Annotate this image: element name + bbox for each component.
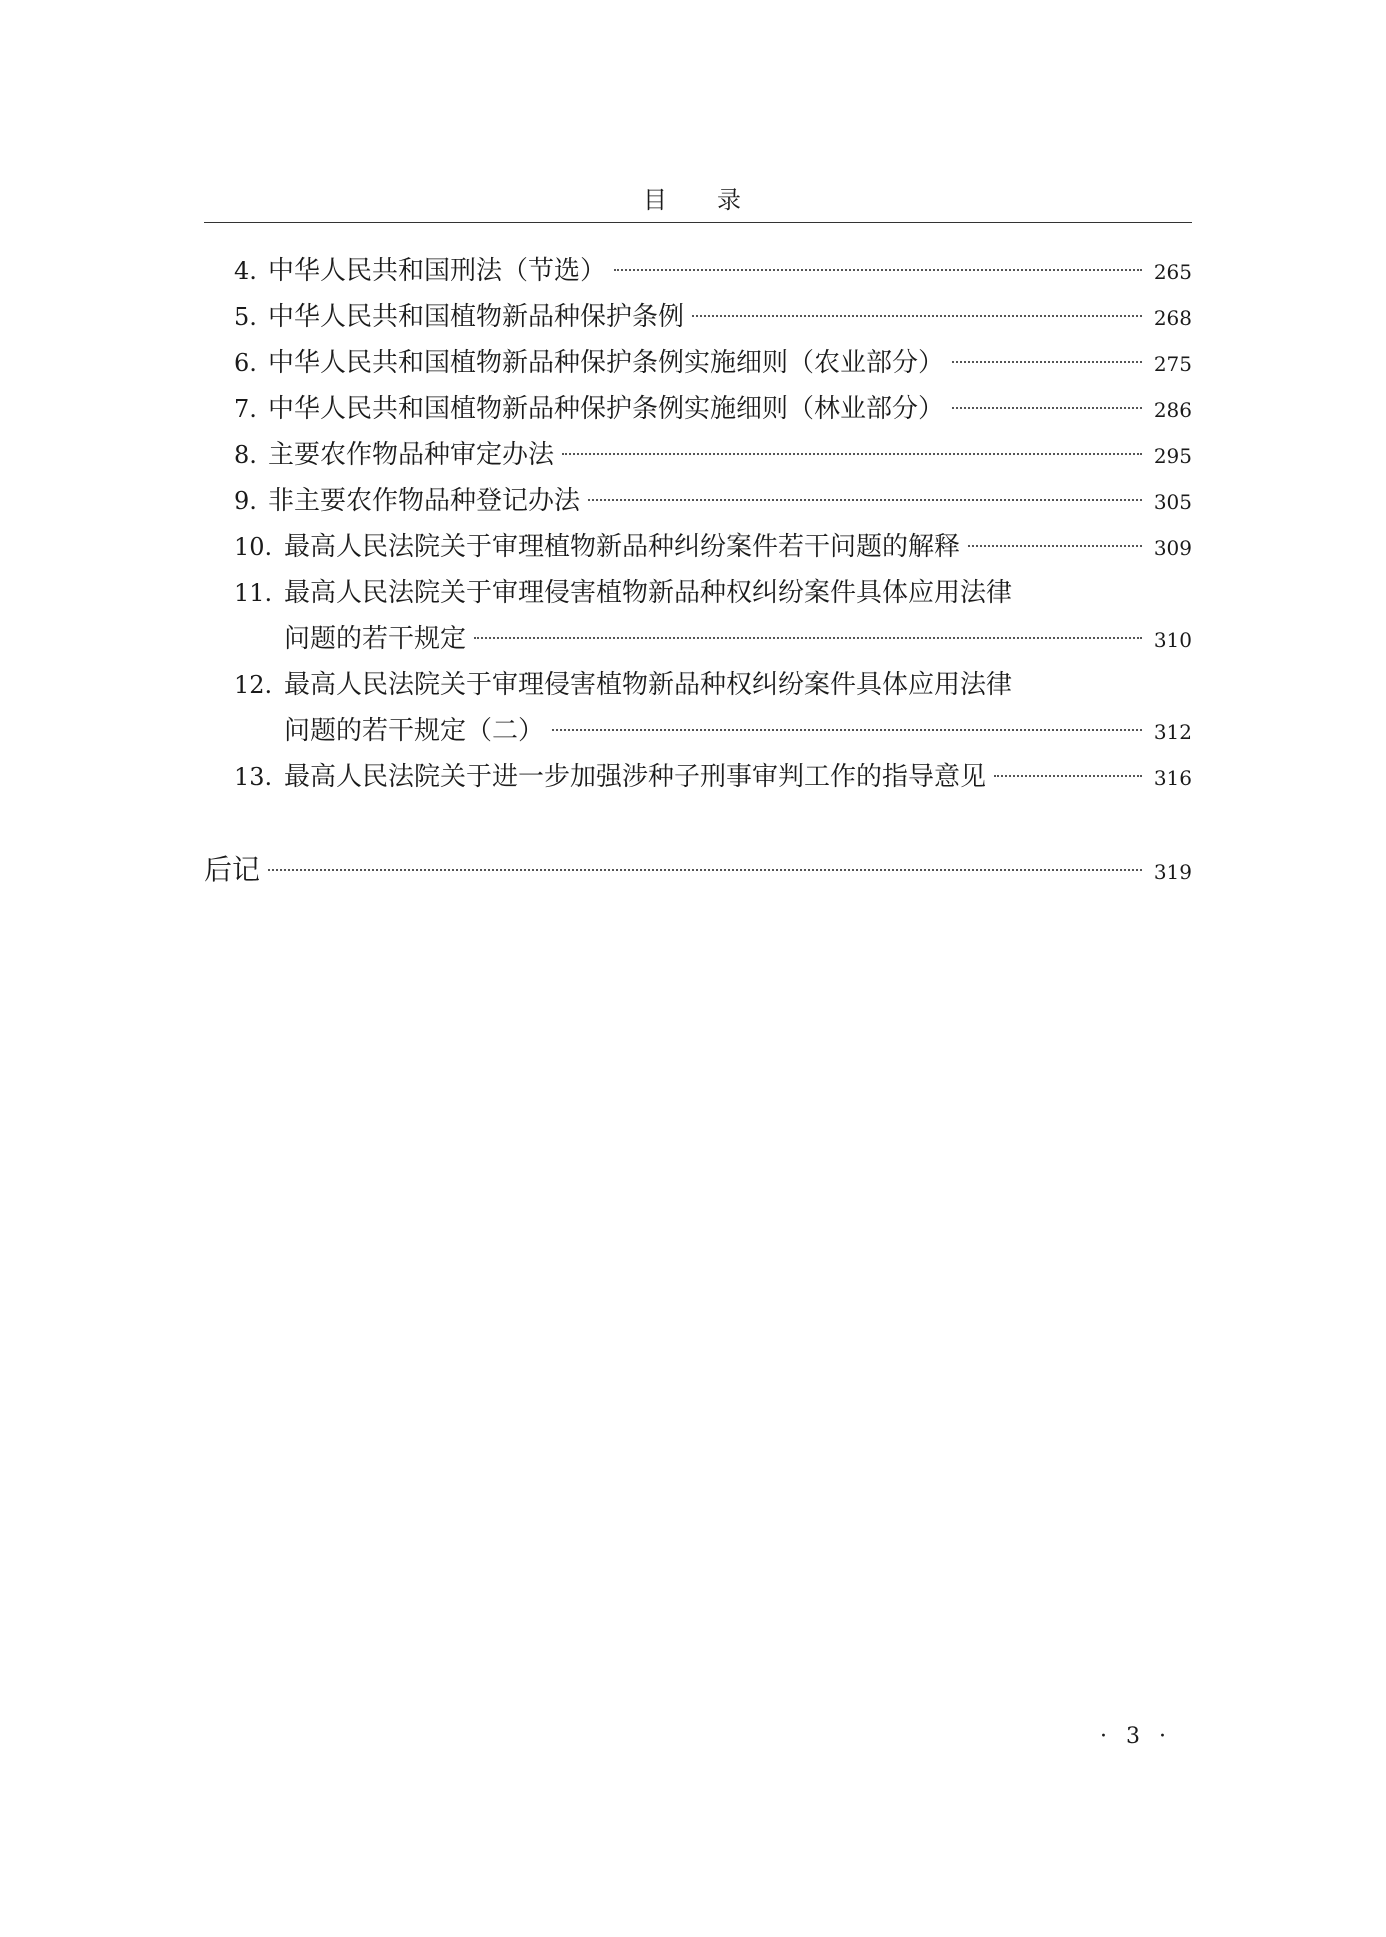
toc-entry-title: 中华人民共和国刑法（节选）: [268, 256, 607, 286]
toc-entry[interactable]: [204, 662, 1192, 754]
toc-entry-page: 309: [1153, 536, 1192, 560]
toc-entry-title: 中华人民共和国植物新品种保护条例实施细则（林业部分）: [268, 394, 945, 424]
toc-entry-title-continued: 问题的若干规定（二）: [284, 716, 545, 746]
toc-entry[interactable]: [204, 386, 1192, 432]
toc-entry-number: 8.: [234, 441, 257, 469]
toc-entry-number: 4.: [234, 257, 257, 285]
toc-entry-page: 265: [1153, 260, 1192, 284]
toc-entry-page: 275: [1153, 352, 1192, 376]
leader-dots: [994, 775, 1142, 777]
leader-dots: [968, 545, 1142, 547]
toc-entry-number: 6.: [234, 349, 257, 377]
afterword-page: 319: [1153, 860, 1192, 884]
toc-entry-number: 7.: [234, 395, 257, 423]
toc-afterword-entry[interactable]: [204, 848, 1192, 888]
toc-entry-title: 最高人民法院关于进一步加强涉种子刑事审判工作的指导意见: [284, 762, 987, 792]
leader-dots: [474, 637, 1142, 639]
toc-entry-page: 305: [1153, 490, 1192, 514]
toc-entry-page: 316: [1153, 766, 1192, 790]
toc-entry[interactable]: [204, 340, 1192, 386]
toc-entry-number: 9.: [234, 487, 257, 515]
toc-entry-page: 268: [1153, 306, 1192, 330]
toc-entry-number: 12.: [234, 671, 273, 699]
leader-dots: [952, 407, 1142, 409]
toc-entry[interactable]: [204, 432, 1192, 478]
toc-entry-title: 中华人民共和国植物新品种保护条例: [268, 302, 685, 332]
toc-entry[interactable]: [204, 248, 1192, 294]
toc-entry[interactable]: [204, 570, 1192, 662]
header-rule: [204, 222, 1192, 223]
page-header-title: [0, 180, 1386, 215]
toc-entry-number: 10.: [234, 533, 273, 561]
table-of-contents: [204, 248, 1192, 800]
toc-entry-page: 295: [1153, 444, 1192, 468]
leader-dots: [614, 269, 1142, 271]
afterword-title: 后记: [204, 853, 261, 886]
toc-entry[interactable]: [204, 524, 1192, 570]
leader-dots: [692, 315, 1142, 317]
leader-dots: [952, 361, 1142, 363]
leader-dots: [588, 499, 1142, 501]
toc-entry-number: 11.: [234, 579, 273, 607]
toc-entry-page: 286: [1153, 398, 1192, 422]
toc-entry[interactable]: [204, 294, 1192, 340]
header-title-part2: 录: [717, 186, 743, 214]
leader-dots: [562, 453, 1142, 455]
toc-entry[interactable]: [204, 754, 1192, 800]
toc-entry-page: 312: [1153, 720, 1192, 744]
toc-entry-number: 5.: [234, 303, 257, 331]
footer-page-number: · 3 ·: [1100, 1724, 1172, 1749]
toc-entry-title: 中华人民共和国植物新品种保护条例实施细则（农业部分）: [268, 348, 945, 378]
toc-entry[interactable]: [204, 478, 1192, 524]
toc-entry-title-continued: 问题的若干规定: [284, 624, 467, 654]
toc-entry-title: 最高人民法院关于审理侵害植物新品种权纠纷案件具体应用法律: [284, 670, 1013, 700]
toc-entry-number: 13.: [234, 763, 273, 791]
header-title-part1: 目: [643, 186, 669, 214]
toc-entry-title: 非主要农作物品种登记办法: [268, 486, 581, 516]
leader-dots: [552, 729, 1142, 731]
toc-entry-title: 最高人民法院关于审理植物新品种纠纷案件若干问题的解释: [284, 532, 961, 562]
toc-entry-title: 最高人民法院关于审理侵害植物新品种权纠纷案件具体应用法律: [284, 578, 1013, 608]
toc-entry-page: 310: [1153, 628, 1192, 652]
leader-dots: [268, 869, 1142, 871]
toc-entry-title: 主要农作物品种审定办法: [268, 440, 555, 470]
